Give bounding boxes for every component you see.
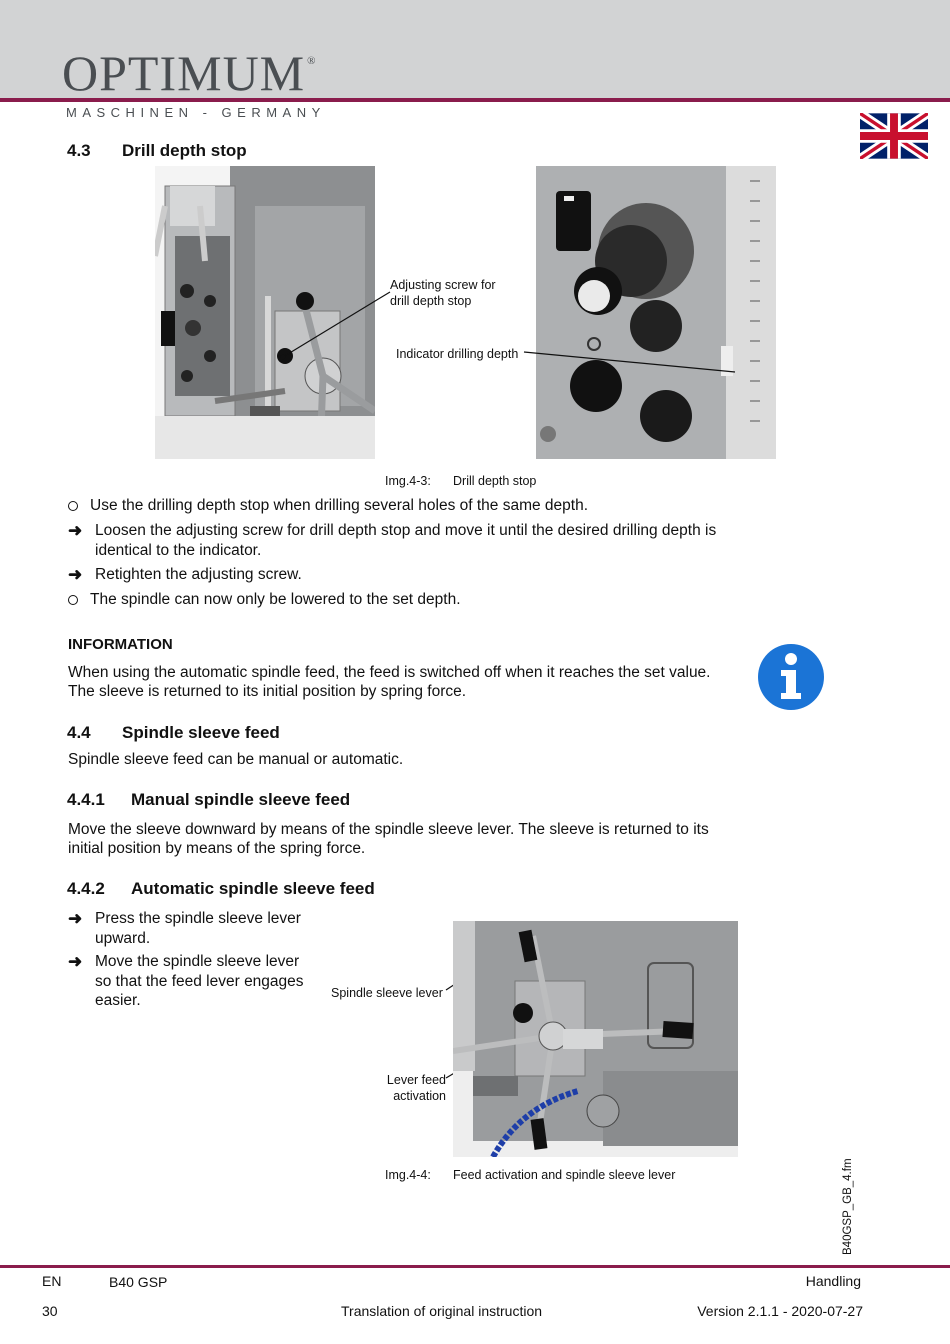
- list-item-arrow: [68, 565, 768, 585]
- section-heading-4-4: [67, 723, 467, 745]
- side-file-name: B40GSP_GB_4.fm: [842, 1158, 854, 1255]
- list-item-arrow: [68, 521, 788, 561]
- arrow-right-icon: ➜: [68, 565, 83, 584]
- section-heading-4-3: [67, 141, 467, 163]
- footer-rule: [0, 1265, 950, 1268]
- drill-depth-indicator-image-right: [536, 166, 776, 459]
- label-adjusting-screw-line2: drill depth stop: [390, 294, 472, 308]
- section-title: Manual spindle sleeve feed: [131, 790, 351, 809]
- section-title: Automatic spindle sleeve feed: [131, 879, 375, 898]
- section-number: 4.4.1: [67, 790, 105, 809]
- caption-number: Img.4-3:: [385, 474, 431, 488]
- list-item-text-continued: so that the feed lever engages: [95, 973, 304, 990]
- caption-number: Img.4-4:: [385, 1168, 431, 1182]
- caption-img-4-3: [385, 474, 685, 490]
- footer-model: B40 GSP: [109, 1274, 168, 1290]
- section-title: Spindle sleeve feed: [122, 723, 280, 742]
- list-item-text: Loosen the adjusting screw for drill depth stop and move it until the desired drilling depth is: [95, 522, 717, 539]
- section-title: Drill depth stop: [122, 141, 247, 160]
- section-heading-4-4-1: [67, 790, 467, 812]
- section-4-4-text: Spindle sleeve feed can be manual or automatic.: [68, 751, 404, 768]
- list-item-text-continued: identical to the indicator.: [95, 542, 262, 559]
- list-item-text: Press the spindle sleeve lever: [95, 910, 301, 927]
- circle-bullet-icon: [68, 590, 78, 611]
- label-adjusting-screw-line1: Adjusting screw for: [390, 278, 496, 292]
- list-item-text: Use the drilling depth stop when drilling several holes of the same depth.: [90, 497, 589, 514]
- footer-chapter: Handling: [805, 1273, 861, 1289]
- caption-img-4-4: [385, 1168, 725, 1184]
- arrow-right-icon: ➜: [68, 952, 83, 971]
- list-item-circle: [68, 496, 768, 516]
- caption-text: Drill depth stop: [453, 474, 537, 488]
- uk-flag-icon: [860, 113, 928, 159]
- section-number: 4.4: [67, 723, 91, 742]
- label-indicator-drilling-depth: Indicator drilling depth: [396, 347, 519, 361]
- section-4-4-1-line2: initial position by means of the spring force.: [68, 840, 366, 857]
- list-item-text-continued: upward.: [95, 930, 151, 947]
- section-number: 4.3: [67, 141, 91, 160]
- brand-subtitle: MASCHINEN - GERMANY: [66, 105, 326, 120]
- list-item-arrow: [68, 909, 318, 949]
- info-icon: [757, 643, 825, 711]
- brand-registered-mark: ®: [307, 55, 317, 67]
- label-spindle-sleeve-lever: Spindle sleeve lever: [331, 986, 443, 1000]
- information-line2: The sleeve is returned to its initial position by spring force.: [68, 683, 467, 700]
- list-item-text: Retighten the adjusting screw.: [95, 566, 302, 583]
- label-adjusting-screw: [390, 277, 496, 309]
- drill-depth-stop-image-left: [155, 166, 375, 459]
- label-lever-feed-line2: activation: [393, 1089, 446, 1103]
- arrow-right-icon: ➜: [68, 521, 83, 540]
- section-number: 4.4.2: [67, 879, 105, 898]
- list-item-circle: [68, 590, 768, 610]
- section-4-4-1-line1: Move the sleeve downward by means of the spindle sleeve lever. The sleeve is returned to its: [68, 821, 709, 838]
- information-heading: INFORMATION: [68, 636, 173, 653]
- footer-center-text: Translation of original instruction: [341, 1303, 543, 1319]
- list-item-text: Move the spindle sleeve lever: [95, 953, 300, 970]
- arrow-right-icon: ➜: [68, 909, 83, 928]
- feed-activation-image: [453, 921, 738, 1157]
- footer-page-number: 30: [42, 1303, 58, 1319]
- label-lever-feed-line1: Lever feed: [386, 1073, 446, 1087]
- caption-text: Feed activation and spindle sleeve lever: [453, 1168, 676, 1182]
- list-item-text: The spindle can now only be lowered to the set depth.: [90, 591, 461, 608]
- brand-name: OPTIMUM: [62, 45, 306, 101]
- list-item-arrow: [68, 952, 318, 1012]
- list-item-text-continued: easier.: [95, 992, 141, 1009]
- footer-version: Version 2.1.1 - 2020-07-27: [697, 1303, 863, 1319]
- brand-logo: [62, 45, 317, 101]
- information-line1: When using the automatic spindle feed, the feed is switched off when it reaches the set value.: [68, 664, 711, 681]
- label-lever-feed-activation: [370, 1072, 446, 1104]
- circle-bullet-icon: [68, 496, 78, 517]
- section-heading-4-4-2: [67, 879, 467, 901]
- footer-language: EN: [42, 1273, 62, 1289]
